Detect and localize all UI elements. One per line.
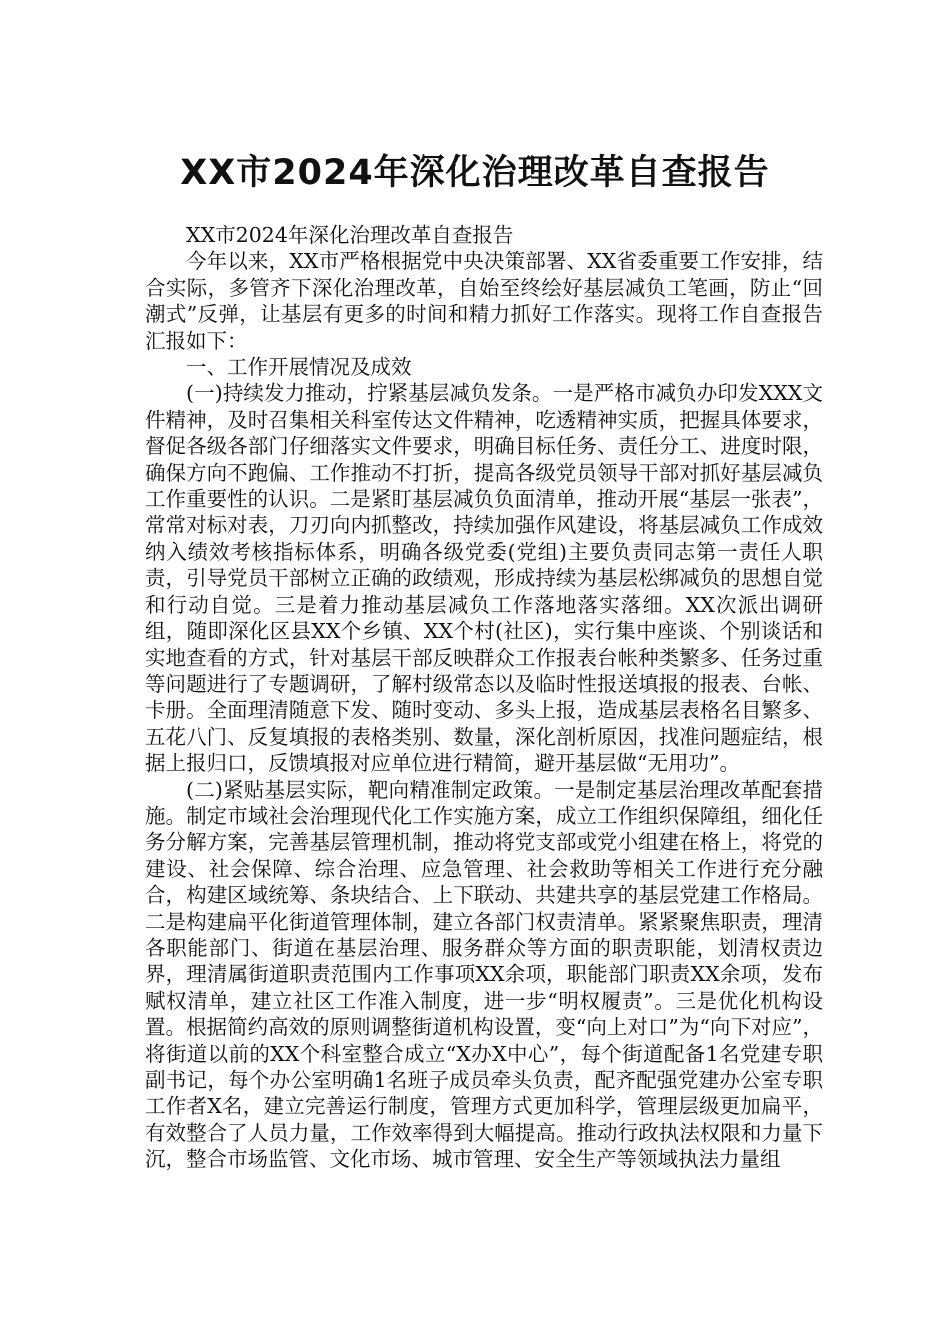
document-title: XX市2024年深化治理改革自查报告 [180,153,770,194]
document-body [145,222,823,1173]
body-paragraph-intro: 今年以来，XX市严格根据党中央决策部署、XX省委重要工作安排，结合实际，多管齐下深化治理改革，自始至终绘好基层减负工笔画，防止“回潮式”反弹，让基层有更多的时间和精力抓好工作落实。现将工作自查报告汇报如下： [145,249,823,353]
body-paragraph-subtitle: XX市2024年深化治理改革自查报告 [186,223,514,247]
body-paragraph-section-1: (一)持续发力推动，拧紧基层减负发条。一是严格市减负办印发XXX文件精神，及时召集相关科室传达文件精神，吃透精神实质，把握具体要求，督促各级各部门仔细落实文件要求，明确目标任务、责任分工、进度时限，确保方向不跑偏、工作推动不打折，提高各级党员领导干部对抓好基层减负工作重要性的认识。二是紧盯基层减负负面清单，推动开展“基层一张表”，常常对标对表，刀刃向内抓整改，持续加强作风建设，将基层减负工作成效纳入绩效考核指标体系，明确各级党委(党组)主要负责同志第一责任人职责，引导党员干部树立正确的政绩观，形成持续为基层松绑减负的思想自觉和行动自觉。三是着力推动基层减负工作落地落实落细。XX次派出调研组，随即深化区县XX个乡镇、XX个村(社区)，实行集中座谈、个别谈话和实地查看的方式，针对基层干部反映群众工作报表台帐种类繁多、任务过重等问题进行了专题调研，了解村级常态以及临时性报送填报的报表、台帐、卡册。全面理清随意下发、随时变动、多头上报，造成基层表格名目繁多、五花八门、反复填报的表格类别、数量，深化剖析原因，找准问题症结，根据上报归口，反馈填报对应单位进行精简，避开基层做“无用功”。 [145,381,823,776]
body-paragraph-section-2: (二)紧贴基层实际，靶向精准制定政策。一是制定基层治理改革配套措施。制定市域社会治理现代化工作实施方案，成立工作组织保障组，细化任务分解方案，完善基层管理机制，推动将党支部或党小组建在格上，将党的建设、社会保障、综合治理、应急管理、社会救助等相关工作进行充分融合，构建区域统筹、条块结合、上下联动、共建共享的基层党建工作格局。二是构建扁平化街道管理体制，建立各部门权责清单。紧紧聚焦职责，理清各职能部门、街道在基层治理、服务群众等方面的职责职能，划清权责边界，理清属街道职责范围内工作事项XX余项，职能部门职责XX余项，发布赋权清单，建立社区工作准入制度，进一步“明权履责”。三是优化机构设置。根据简约高效的原则调整街道机构设置，变“向上对口”为“向下对应”，将街道以前的XX个科室整合成立“X办X中心”，每个街道配备1名党建专职副书记，每个办公室明确1名班子成员牵头负责，配齐配强党建办公室专职工作者X名，建立完善运行制度，管理方式更加科学，管理层级更加扁平，有效整合了人员力量，工作效率得到大幅提高。推动行政执法权限和力量下沉，整合市场监管、文化市场、城市管理、安全生产等领域执法力量组 [145,777,823,1172]
section-heading: 一、工作开展情况及成效 [186,355,412,380]
